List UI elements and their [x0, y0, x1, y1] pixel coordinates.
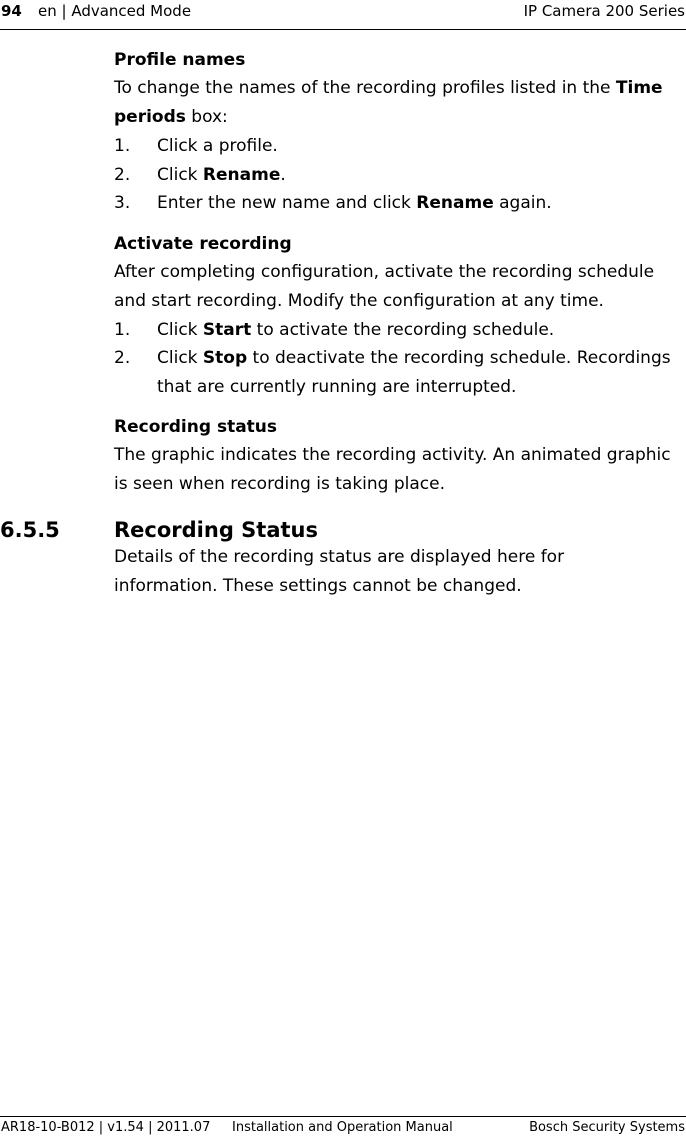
profile-names-intro-suffix: box: [185, 107, 228, 127]
step-number: 2. [114, 164, 131, 185]
list-item [114, 189, 684, 218]
profile-names-intro [114, 74, 684, 132]
page-header [0, 0, 686, 30]
step-number: 1. [114, 136, 131, 156]
list-item [114, 161, 684, 190]
activate-recording-intro: After completing configuration, activate the recording schedule and start recording. Modify the configuration at any time. [114, 261, 655, 311]
start-term: Start [202, 319, 252, 340]
step-text-suffix: again. [493, 193, 552, 213]
recording-status-body: The graphic indicates the recording activity. An animated graphic is seen when recording is taking place. [114, 445, 671, 494]
footer-doc-id: AR18-10-B012 | v1.54 | 2011.07 [1, 1120, 211, 1135]
profile-names-intro-text: To change the names of the recording profiles listed in the [114, 78, 616, 98]
page-footer [0, 1116, 686, 1137]
footer-manual-title: Installation and Operation Manual [232, 1120, 453, 1135]
step-text-suffix: . [280, 164, 286, 185]
section-title: Recording Status [114, 518, 318, 542]
step-text-suffix: to deactivate the recording schedule. Recordings that are currently running are interrupted. [157, 348, 671, 397]
step-text: Enter the new name and click [157, 193, 417, 213]
page-number: 94 [1, 2, 22, 20]
stop-term: Stop [202, 348, 248, 368]
header-section: en | Advanced Mode [38, 2, 192, 20]
section-number: 6.5.5 [0, 518, 60, 542]
section-body [114, 543, 674, 601]
list-item [114, 132, 684, 161]
profile-names-heading: Profile names [114, 50, 246, 70]
step-number: 3. [114, 193, 131, 213]
rename-term: Rename [416, 193, 494, 213]
section-body-line: Details of the recording status are displayed here for [114, 547, 565, 567]
rename-term: Rename [202, 164, 281, 185]
profile-names-steps [114, 132, 684, 218]
recording-status-heading: Recording status [114, 417, 278, 437]
activate-recording-steps [114, 316, 684, 402]
list-item [114, 316, 684, 345]
step-text: Click [157, 348, 203, 368]
section-body-line: information. These settings cannot be changed. [114, 576, 522, 596]
step-text: Click [157, 319, 203, 340]
list-item [114, 344, 684, 401]
step-text: Click a profile. [157, 136, 278, 156]
step-number: 1. [114, 319, 131, 340]
step-text-suffix: to activate the recording schedule. [251, 319, 555, 340]
header-series: IP Camera 200 Series [523, 2, 685, 20]
step-number: 2. [114, 348, 131, 368]
main-content [114, 46, 684, 499]
time-periods-term: Time periods [114, 78, 663, 127]
activate-recording-heading: Activate recording [114, 233, 292, 254]
footer-brand: Bosch Security Systems [529, 1120, 685, 1135]
step-text: Click [157, 164, 203, 185]
